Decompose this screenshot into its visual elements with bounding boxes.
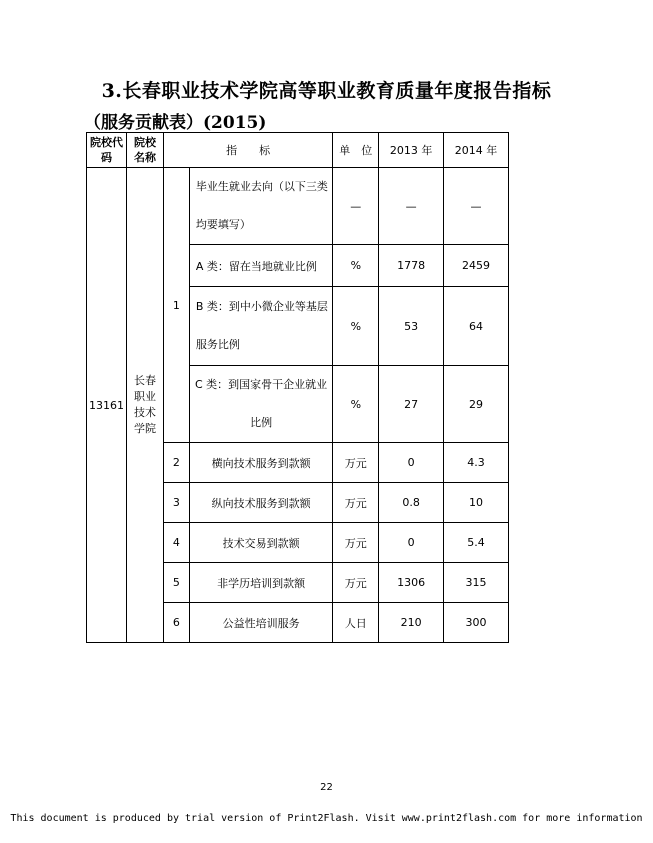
row-num: 3 — [163, 483, 189, 523]
row-2014: 4.3 — [444, 443, 509, 483]
row-label: 横向技术服务到款额 — [189, 443, 333, 483]
row-label: A 类：留在当地就业比例 — [189, 245, 333, 287]
row-label: 纵向技术服务到款额 — [189, 483, 333, 523]
row-label: 毕业生就业去向（以下三类均要填写） — [189, 168, 333, 245]
row-num: 2 — [163, 443, 189, 483]
row-2013: 0 — [379, 443, 444, 483]
row-2014: 29 — [444, 366, 509, 443]
row-unit: 万元 — [333, 523, 379, 563]
row-2014: 10 — [444, 483, 509, 523]
school-code: 13161 — [87, 168, 127, 643]
row-unit: % — [333, 245, 379, 287]
table-row — [87, 168, 509, 245]
header-row — [87, 133, 509, 168]
row-num: 5 — [163, 563, 189, 603]
row-2014: 315 — [444, 563, 509, 603]
header-name: 院校名称 — [127, 133, 164, 168]
trial-watermark-footer: This document is produced by trial version of Print2Flash. Visit www.print2flash.com for more information — [10, 813, 643, 824]
header-unit: 单 位 — [333, 133, 379, 168]
row-label: B 类：到中小微企业等基层服务比例 — [189, 287, 333, 366]
row-unit: 人日 — [333, 603, 379, 643]
header-code: 院校代码 — [87, 133, 127, 168]
report-subtitle: （服务贡献表）(2015) — [84, 113, 267, 133]
row-label: C 类：到国家骨干企业就业比例 — [189, 366, 333, 443]
row-2013: 0 — [379, 523, 444, 563]
row-num: 6 — [163, 603, 189, 643]
row-num: 4 — [163, 523, 189, 563]
row-2013: 53 — [379, 287, 444, 366]
service-contribution-table — [86, 132, 509, 643]
row-label: 公益性培训服务 — [189, 603, 333, 643]
row-label: 非学历培训到款额 — [189, 563, 333, 603]
row-2014: 5.4 — [444, 523, 509, 563]
row-unit: 万元 — [333, 563, 379, 603]
page-number: 22 — [320, 782, 333, 793]
row-2013: 210 — [379, 603, 444, 643]
header-2014: 2014 年 — [444, 133, 509, 168]
row-unit: 万元 — [333, 483, 379, 523]
row-2014: 2459 — [444, 245, 509, 287]
row-2013: — — [379, 168, 444, 245]
row-2014: — — [444, 168, 509, 245]
row-2014: 64 — [444, 287, 509, 366]
header-indicator: 指 标 — [163, 133, 332, 168]
row-2013: 1306 — [379, 563, 444, 603]
row-unit: % — [333, 287, 379, 366]
row-2014: 300 — [444, 603, 509, 643]
row-unit: % — [333, 366, 379, 443]
row-num: 1 — [163, 168, 189, 443]
row-unit: 万元 — [333, 443, 379, 483]
header-2013: 2013 年 — [379, 133, 444, 168]
row-label: 技术交易到款额 — [189, 523, 333, 563]
row-2013: 27 — [379, 366, 444, 443]
report-title: 3.长春职业技术学院高等职业教育质量年度报告指标 — [101, 80, 552, 102]
row-2013: 0.8 — [379, 483, 444, 523]
row-2013: 1778 — [379, 245, 444, 287]
school-name: 长春职业技术学院 — [127, 168, 164, 643]
row-unit: — — [333, 168, 379, 245]
